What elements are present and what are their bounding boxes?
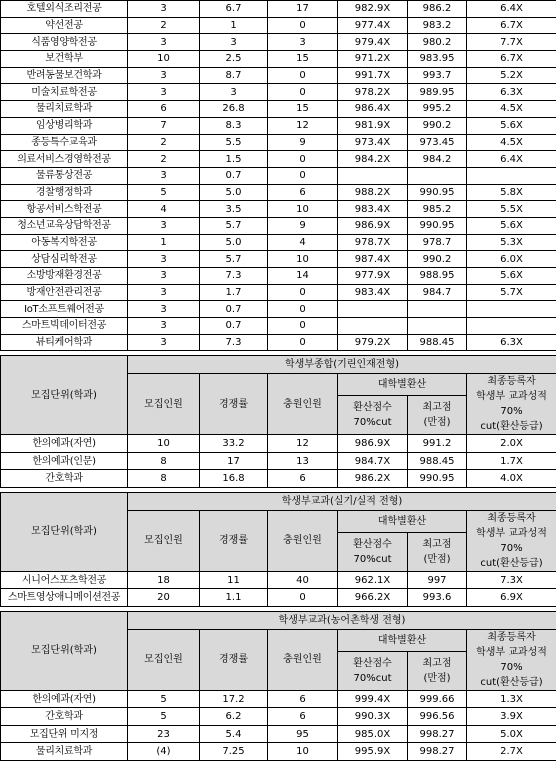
section-title: 학생부교과(농어촌학생 전형) [128,611,556,629]
value-cell: 984.7X [338,452,408,470]
value-cell: 10 [128,435,200,453]
value-cell: 0 [268,318,338,335]
value-cell: 16.8 [200,470,268,488]
value-cell: 3.9X [467,708,556,726]
unit-name-cell: 시니어스포츠학전공 [1,571,128,589]
value-cell: 5.5 [200,134,268,151]
value-cell [467,167,556,184]
value-cell: 971.2X [338,51,408,68]
table-row [1,134,556,151]
value-cell: 4 [268,234,338,251]
value-cell: 983.2 [408,17,467,34]
table-row [1,435,556,453]
value-cell: 12 [268,117,338,134]
section-header-row [1,492,556,510]
value-cell: 6.2 [200,708,268,726]
value-cell: 979.2X [338,334,408,351]
admission-results-body-1 [1,1,556,351]
conv-score-header: 환산점수 70%cut [338,651,408,690]
value-cell [408,301,467,318]
value-cell: 4.5X [467,134,556,151]
value-cell: 991.7X [338,67,408,84]
value-cell: 7 [128,117,200,134]
value-cell: 988.95 [408,268,467,285]
value-cell: 5.7X [467,284,556,301]
unit-name-cell: 모집단위 미지정 [1,725,128,743]
unit-name-cell: 의료서비스경영학전공 [1,151,128,168]
univ-conv-header: 대학별환산 [338,629,467,651]
value-cell: 0 [268,334,338,351]
value-cell: 95 [268,725,338,743]
table-row [1,17,556,34]
value-cell: 989.95 [408,84,467,101]
value-cell: 23 [128,725,200,743]
value-cell: 6 [268,690,338,708]
competition-header: 경쟁률 [200,629,268,690]
value-cell: 6.9X [467,589,556,607]
value-cell: 1.3X [467,690,556,708]
univ-conv-header: 대학별환산 [338,374,467,396]
table-row [1,690,556,708]
value-cell: 40 [268,571,338,589]
value-cell: 5.0 [200,234,268,251]
value-cell: 988.45 [408,334,467,351]
section-table [0,611,556,761]
filled-header: 충원인원 [268,374,338,435]
value-cell: 10 [268,251,338,268]
value-cell: 7.7X [467,34,556,51]
unit-name-cell: 미술치료학전공 [1,84,128,101]
value-cell: 988.45 [408,452,467,470]
value-cell: 3 [128,284,200,301]
table-row [1,67,556,84]
value-cell [338,318,408,335]
value-cell: 5 [128,184,200,201]
unit-name-cell: 한의예과(자연) [1,435,128,453]
value-cell: 990.3X [338,708,408,726]
value-cell: 2.7X [467,743,556,761]
unit-name-cell: 경찰행정학과 [1,184,128,201]
unit-name-cell: 간호학과 [1,470,128,488]
value-cell: 985.0X [338,725,408,743]
value-cell: 0.7 [200,318,268,335]
unit-name-cell: 한의예과(인문) [1,452,128,470]
value-cell: 6 [128,101,200,118]
unit-name-cell: 한의예과(자연) [1,690,128,708]
value-cell: 0 [268,151,338,168]
value-cell: 3 [200,34,268,51]
final-header: 최종등록자 학생부 교과성적 70% cut(환산등급) [467,510,556,571]
value-cell: 15 [268,51,338,68]
value-cell: 5.5X [467,201,556,218]
value-cell: 978.2X [338,84,408,101]
table-row [1,101,556,118]
table-row [1,470,556,488]
value-cell: 3 [128,301,200,318]
value-cell: 9 [268,217,338,234]
value-cell: 5.8X [467,184,556,201]
top-score-header: 최고점 (만점) [408,396,467,435]
unit-name-cell: 물리치료학과 [1,101,128,118]
value-cell: 995.9X [338,743,408,761]
table-row [1,117,556,134]
value-cell: 985.2 [408,201,467,218]
admission-sections [0,351,556,761]
value-cell: 977.9X [338,268,408,285]
value-cell: 983.4X [338,284,408,301]
table-row [1,51,556,68]
section-header-row [1,356,556,374]
value-cell: 993.6 [408,589,467,607]
value-cell: 981.9X [338,117,408,134]
unit-name-cell: 반려동물보건학과 [1,67,128,84]
value-cell: 13 [268,452,338,470]
table-row [1,589,556,607]
value-cell: 20 [128,589,200,607]
value-cell [467,301,556,318]
value-cell: 10 [268,201,338,218]
value-cell: 8.3 [200,117,268,134]
filled-header: 충원인원 [268,629,338,690]
value-cell [338,167,408,184]
value-cell: 986.2 [408,1,467,18]
value-cell: 990.95 [408,470,467,488]
value-cell: 10 [128,51,200,68]
value-cell: 3 [128,84,200,101]
value-cell: 1.5 [200,151,268,168]
unit-name-cell: IoT소프트웨어전공 [1,301,128,318]
value-cell: 5.6X [467,268,556,285]
value-cell: 4 [128,201,200,218]
admission-results-table-1 [0,0,556,351]
unit-name-cell: 호텔외식조리전공 [1,1,128,18]
value-cell: 983.95 [408,51,467,68]
value-cell: 1 [128,234,200,251]
table-row [1,234,556,251]
value-cell: 6.4X [467,1,556,18]
table-row [1,268,556,285]
final-header: 최종등록자 학생부 교과성적 70% cut(환산등급) [467,629,556,690]
value-cell: 8.7 [200,67,268,84]
top-score-header: 최고점 (만점) [408,532,467,571]
value-cell: 0 [268,301,338,318]
value-cell: 978.7X [338,234,408,251]
unit-name-cell: 물리치료학과 [1,743,128,761]
value-cell: 962.1X [338,571,408,589]
value-cell: 0 [268,167,338,184]
value-cell: 988.2X [338,184,408,201]
value-cell: 6.3X [467,334,556,351]
unit-name-cell: 방재안전관리전공 [1,284,128,301]
value-cell: 33.2 [200,435,268,453]
value-cell: 8 [128,470,200,488]
value-cell: 6 [268,184,338,201]
value-cell: 6 [268,708,338,726]
competition-header: 경쟁률 [200,510,268,571]
table-row [1,1,556,18]
value-cell: 999.4X [338,690,408,708]
value-cell: 17.2 [200,690,268,708]
value-cell: 2 [128,151,200,168]
value-cell: 990.95 [408,217,467,234]
value-cell: 5.6X [467,217,556,234]
value-cell: 17 [200,452,268,470]
value-cell: 984.2X [338,151,408,168]
value-cell: 3 [128,34,200,51]
value-cell: 5.0 [200,184,268,201]
value-cell: 990.2 [408,117,467,134]
value-cell: 993.7 [408,67,467,84]
unit-name-cell: 간호학과 [1,708,128,726]
unit-header: 모집단위(학과) [1,492,128,571]
competition-header: 경쟁률 [200,374,268,435]
table-row [1,708,556,726]
value-cell: 5.4 [200,725,268,743]
value-cell: 973.45 [408,134,467,151]
table-row [1,743,556,761]
unit-name-cell: 임상병리학과 [1,117,128,134]
value-cell [467,318,556,335]
value-cell: 5 [128,708,200,726]
table-row [1,318,556,335]
value-cell: 996.56 [408,708,467,726]
value-cell: 0 [268,67,338,84]
value-cell: 3.5 [200,201,268,218]
value-cell: 984.2 [408,151,467,168]
value-cell: 0 [268,17,338,34]
conv-score-header: 환산점수 70%cut [338,396,408,435]
value-cell: 3 [128,1,200,18]
section-table [0,492,556,607]
value-cell [408,318,467,335]
value-cell: 4.5X [467,101,556,118]
value-cell: 3 [128,268,200,285]
value-cell: 0 [268,84,338,101]
conv-score-header: 환산점수 70%cut [338,532,408,571]
value-cell: 5.2X [467,67,556,84]
table-row [1,725,556,743]
value-cell [338,301,408,318]
value-cell: 11 [200,571,268,589]
value-cell: 5.0X [467,725,556,743]
value-cell: 2 [128,17,200,34]
recruit-header: 모집인원 [128,374,200,435]
value-cell: 995.2 [408,101,467,118]
table-row [1,84,556,101]
unit-header: 모집단위(학과) [1,611,128,690]
value-cell: 6.3X [467,84,556,101]
value-cell: 986.9X [338,217,408,234]
value-cell: 7.25 [200,743,268,761]
value-cell: 5 [128,690,200,708]
value-cell: 1.7X [467,452,556,470]
value-cell: 986.2X [338,470,408,488]
top-score-header: 최고점 (만점) [408,651,467,690]
unit-name-cell: 약선전공 [1,17,128,34]
value-cell: 2 [128,134,200,151]
value-cell: 3 [128,334,200,351]
unit-name-cell: 아동복지학전공 [1,234,128,251]
value-cell: 998.27 [408,743,467,761]
value-cell: 5.6X [467,117,556,134]
value-cell: 8 [128,452,200,470]
unit-name-cell: 물류통상전공 [1,167,128,184]
value-cell: 990.95 [408,184,467,201]
univ-conv-header: 대학별환산 [338,510,467,532]
table-row [1,251,556,268]
table-row [1,184,556,201]
value-cell: 980.2 [408,34,467,51]
value-cell: 10 [268,743,338,761]
final-header: 최종등록자 학생부 교과성적 70% cut(환산등급) [467,374,556,435]
value-cell: 7.3 [200,268,268,285]
section-header-row [1,611,556,629]
filled-header: 충원인원 [268,510,338,571]
value-cell: 5.7 [200,251,268,268]
value-cell: 1.1 [200,589,268,607]
value-cell: 6.7X [467,51,556,68]
value-cell: 6.4X [467,151,556,168]
value-cell: 986.4X [338,101,408,118]
value-cell: 2.0X [467,435,556,453]
value-cell: 3 [268,34,338,51]
unit-name-cell: 소방방재환경전공 [1,268,128,285]
value-cell: 984.7 [408,284,467,301]
table-row [1,167,556,184]
value-cell: 991.2 [408,435,467,453]
value-cell: 973.4X [338,134,408,151]
table-row [1,201,556,218]
value-cell [408,167,467,184]
unit-name-cell: 상담심리학전공 [1,251,128,268]
value-cell: 1 [200,17,268,34]
value-cell: 3 [200,84,268,101]
value-cell: 26.8 [200,101,268,118]
value-cell: 982.9X [338,1,408,18]
table-row [1,151,556,168]
unit-name-cell: 뷰티케어학과 [1,334,128,351]
unit-header: 모집단위(학과) [1,356,128,435]
value-cell: (4) [128,743,200,761]
table-row [1,452,556,470]
table-row [1,34,556,51]
value-cell: 997 [408,571,467,589]
recruit-header: 모집인원 [128,510,200,571]
value-cell: 7.3X [467,571,556,589]
value-cell: 987.4X [338,251,408,268]
value-cell: 999.66 [408,690,467,708]
value-cell: 17 [268,1,338,18]
value-cell: 5.3X [467,234,556,251]
unit-name-cell: 스마트빅데이터전공 [1,318,128,335]
value-cell: 6.0X [467,251,556,268]
table-row [1,571,556,589]
value-cell: 0 [268,284,338,301]
value-cell: 6 [268,470,338,488]
value-cell: 5.7 [200,217,268,234]
value-cell: 15 [268,101,338,118]
value-cell: 978.7 [408,234,467,251]
value-cell: 2.5 [200,51,268,68]
value-cell: 0.7 [200,301,268,318]
unit-name-cell: 청소년교육상담학전공 [1,217,128,234]
value-cell: 1.7 [200,284,268,301]
section-title: 학생부종합(기린인재전형) [128,356,556,374]
unit-name-cell: 스마트영상애니메이션전공 [1,589,128,607]
value-cell: 990.2 [408,251,467,268]
section-table [0,355,556,488]
table-row [1,217,556,234]
unit-name-cell: 식품영양학전공 [1,34,128,51]
value-cell: 6.7X [467,17,556,34]
value-cell: 3 [128,217,200,234]
unit-name-cell: 종등특수교육과 [1,134,128,151]
value-cell: 3 [128,318,200,335]
value-cell: 7.3 [200,334,268,351]
value-cell: 0.7 [200,167,268,184]
value-cell: 9 [268,134,338,151]
value-cell: 977.4X [338,17,408,34]
table-row [1,334,556,351]
unit-name-cell: 항공서비스학전공 [1,201,128,218]
unit-name-cell: 보건학부 [1,51,128,68]
value-cell: 3 [128,67,200,84]
value-cell: 6.7 [200,1,268,18]
value-cell: 998.27 [408,725,467,743]
value-cell: 0 [268,589,338,607]
value-cell: 983.4X [338,201,408,218]
table-row [1,284,556,301]
recruit-header: 모집인원 [128,629,200,690]
value-cell: 979.4X [338,34,408,51]
value-cell: 4.0X [467,470,556,488]
value-cell: 966.2X [338,589,408,607]
value-cell: 18 [128,571,200,589]
section-title: 학생부교과(실기/실적 전형) [128,492,556,510]
value-cell: 3 [128,251,200,268]
table-row [1,301,556,318]
value-cell: 12 [268,435,338,453]
value-cell: 14 [268,268,338,285]
value-cell: 986.9X [338,435,408,453]
value-cell: 3 [128,167,200,184]
